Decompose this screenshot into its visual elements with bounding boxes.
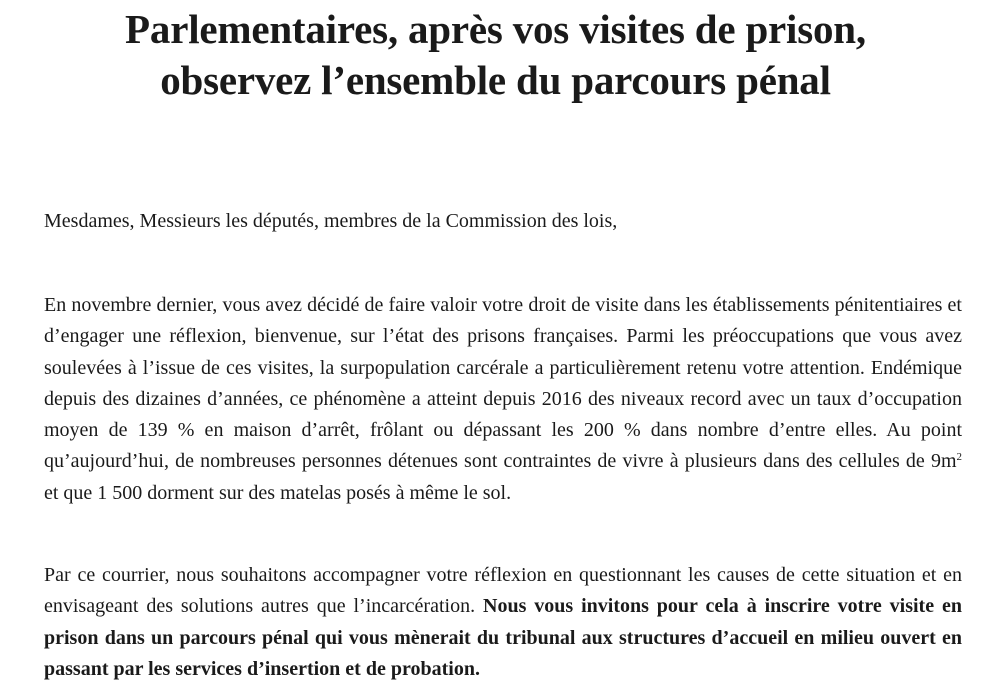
paragraph-invitation [44, 560, 962, 685]
document-title [0, 4, 991, 106]
superscript-squared: 2 [956, 451, 962, 464]
paragraph-2-text: Par ce courrier, nous souhaitons accompagner votre réflexion en questionnant les causes de cette situation et en envisageant des solutions autres que l’incarcération. [44, 564, 962, 618]
paragraph-2-bold-invitation: Nous vous invitons pour cela à inscrire votre visite en prison dans un parcours pénal qui vous mènerait du tribunal aux structures d’accueil en milieu ouvert en passant par les services d’insertion et de probation. [44, 595, 962, 680]
paragraph-overcrowding [44, 290, 962, 509]
title-line-2: observez l’ensemble du parcours pénal [160, 57, 831, 103]
salutation: Mesdames, Messieurs les députés, membres de la Commission des lois, [44, 210, 618, 232]
paragraph-1-text: En novembre dernier, vous avez décidé de faire valoir votre droit de visite dans les établissements pénitentiaires et d’engager une réflexion, bienvenue, sur l’état des prisons françaises. Parmi les préoccupations que vous avez soulevées à l’issue de ces visites, la surpopulation carcérale a particulièrement retenu votre attention. Endémique depuis des dizaines d’années, ce phénomène a atteint depuis 2016 des niveaux record avec un taux d’occupation moyen de 139 % en maison d’arrêt, frôlant ou dépassant les 200 % dans nombre d’entre elles. Au point qu’aujourd’hui, de nombreuses personnes détenues sont contraintes de vivre à plusieurs dans des cellules de 9m [44, 294, 962, 473]
paragraph-1-text-end: et que 1 500 dorment sur des matelas posés à même le sol. [44, 481, 512, 504]
title-line-1: Parlementaires, après vos visites de prison, [125, 6, 866, 52]
